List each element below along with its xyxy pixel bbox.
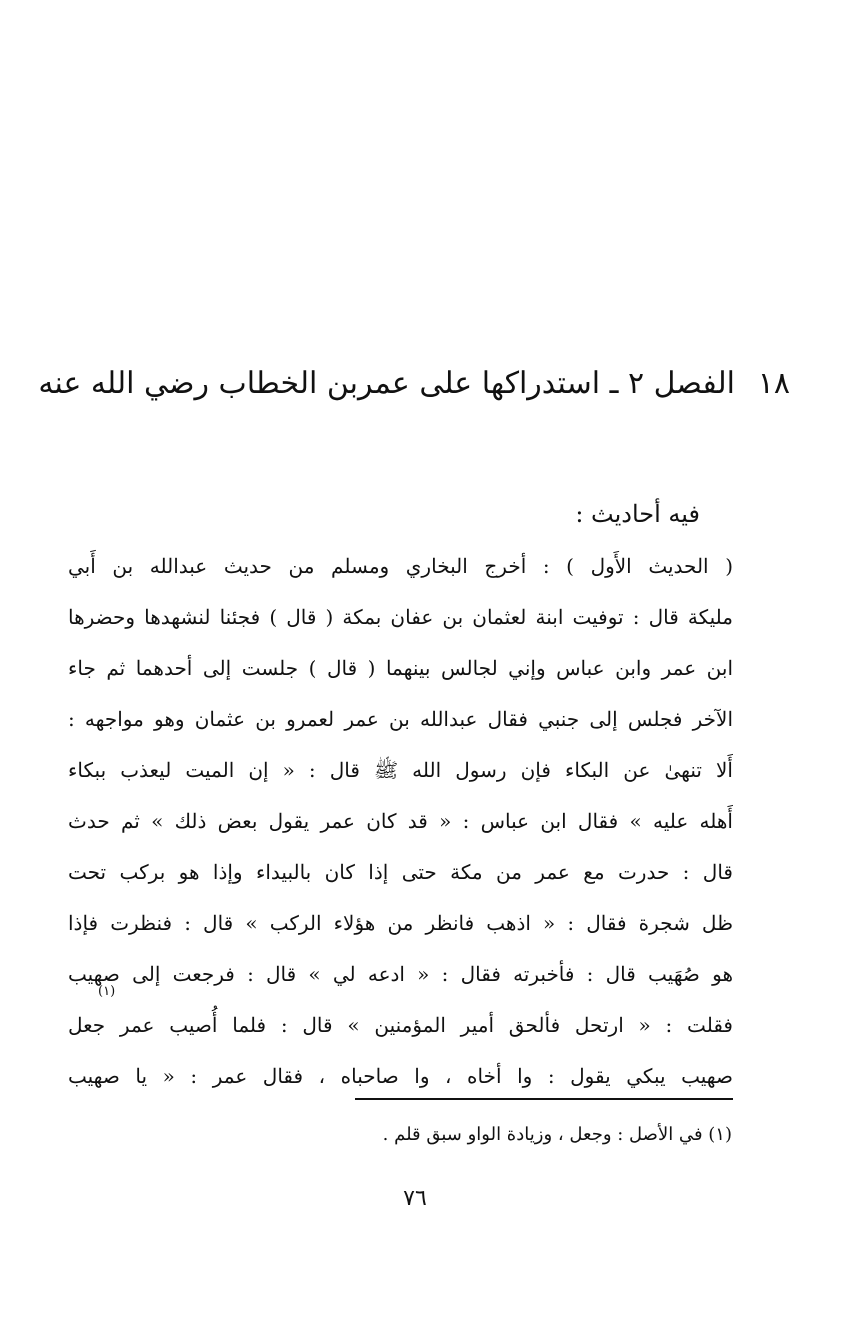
- text-line: مليكة قال : توفيت ابنة لعثمان بن عفان بمكة ( قال ) فجئنا لنشهدها وحضرها: [68, 605, 733, 629]
- text-line: أَلا تنهىٰ عن البكاء فإن رسول الله ﷺ قال : « إن الميت ليعذب ببكاء: [68, 758, 733, 782]
- section-intro: فيه أحاديث :: [575, 500, 700, 528]
- chapter-title: الفصل ٢ ـ استدراكها على عمربن الخطاب رضي الله عنه: [38, 366, 735, 401]
- text-line: ابن عمر وابن عباس وإني لجالس بينهما ( قال ) جلست إلى أحدهما ثم جاء: [68, 656, 733, 680]
- text-line: هو صُهَيب قال : فأخبرته فقال : « ادعه لي » قال : فرجعت إلى صهيب: [68, 962, 733, 986]
- running-page-marker: ١٨: [757, 366, 790, 401]
- body-text: [68, 544, 733, 1105]
- chapter-heading: [38, 356, 790, 416]
- page-number: ٧٦: [403, 1186, 427, 1211]
- footnote-reference-marker: (١): [98, 984, 116, 999]
- text-line: قال : حدرت مع عمر من مكة حتى إذا كان بالبيداء وإذا هو بركب تحت: [68, 860, 733, 884]
- footnote-divider: [355, 1098, 733, 1100]
- text-line: ظل شجرة فقال : « اذهب فانظر من هؤلاء الركب » قال : فنظرت فإذا: [68, 911, 733, 935]
- text-line: ( الحديث الأَول ) : أخرج البخاري ومسلم من حديث عبدالله بن أَبي: [68, 554, 733, 578]
- text-line: فقلت : « ارتحل فألحق أمير المؤمنين » قال : فلما أُصيب عمر جعل: [68, 1013, 733, 1037]
- footnote: (١) في الأصل : وجعل ، وزيادة الواو سبق قلم .: [382, 1124, 732, 1145]
- text-line: صهيب يبكي يقول : وا أخاه ، وا صاحباه ، فقال عمر : « يا صهيب: [68, 1064, 733, 1088]
- text-line: الآخر فجلس إلى جنبي فقال عبدالله بن عمر لعمرو بن عثمان وهو مواجهه :: [68, 707, 733, 731]
- text-line: أَهله عليه » فقال ابن عباس : « قد كان عمر يقول بعض ذلك » ثم حدث: [68, 809, 733, 833]
